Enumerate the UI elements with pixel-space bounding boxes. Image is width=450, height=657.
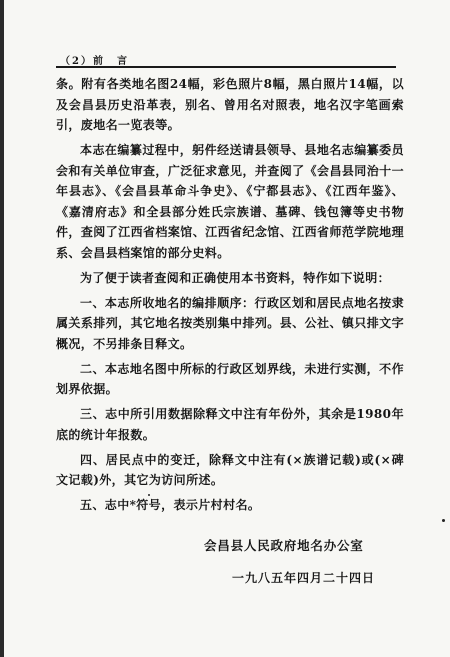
paragraph-note-1: 一、本志所收地名的编排顺序：行政区划和居民点地名按隶属关系排列，其它地名按类别集中排列。县、公社、镇只排文字概况，不另排条目释文。	[56, 295, 404, 351]
paragraph-continuation: 条。附有各类地名图24幅，彩色照片8幅，黑白照片14幅，以及会昌县历史沿革表，别名、曾用名对照表，地名汉字笔画索引，废地名一览表等。	[56, 77, 404, 132]
paragraph-note-4: 四、居民点中的变迁，除释文中注有(×族谱记载)或(×碑文记载)外，其它为访问所述。	[56, 452, 404, 487]
page-header: （2）前 言	[60, 56, 129, 67]
paragraph-note-5: 五、志中*符号，表示片村村名。	[80, 498, 261, 512]
scan-edge-shadow	[0, 0, 4, 657]
signature-office: 会昌县人民政府地名办公室	[204, 538, 364, 553]
scan-speck	[442, 519, 445, 522]
paragraph-usage-intro: 为了便于读者查阅和正确使用本书资料，特作如下说明：	[80, 270, 391, 285]
signature-date: 一九八五年四月二十四日	[232, 571, 376, 585]
body-text	[56, 74, 404, 520]
paragraph-note-2: 二、本志地名图中所标的行政区划界线，未进行实测，不作划界依据。	[56, 361, 404, 396]
scan-speck	[148, 494, 150, 496]
paragraph-note-3: 三、志中所引用数据除释文中注有年份外，其余是1980年底的统计年报数。	[56, 407, 404, 442]
paragraph-compilation-process: 本志在编纂过程中，躬件经送请县领导、县地名志编纂委员会和有关单位审查，广泛征求意见，并查阅了《会昌县同治十一年县志》、《会昌县革命斗争史》、《宁都县志》、《江西年鉴》、《嘉清府志》和全县部分姓氏宗族谱、墓碑、钱包簿等史书物件，查阅了江西省档案馆、江西省纪念馆、江西省师范学院地理系、会昌县档案馆的部分史料。	[56, 143, 404, 260]
header-rule	[56, 66, 396, 68]
